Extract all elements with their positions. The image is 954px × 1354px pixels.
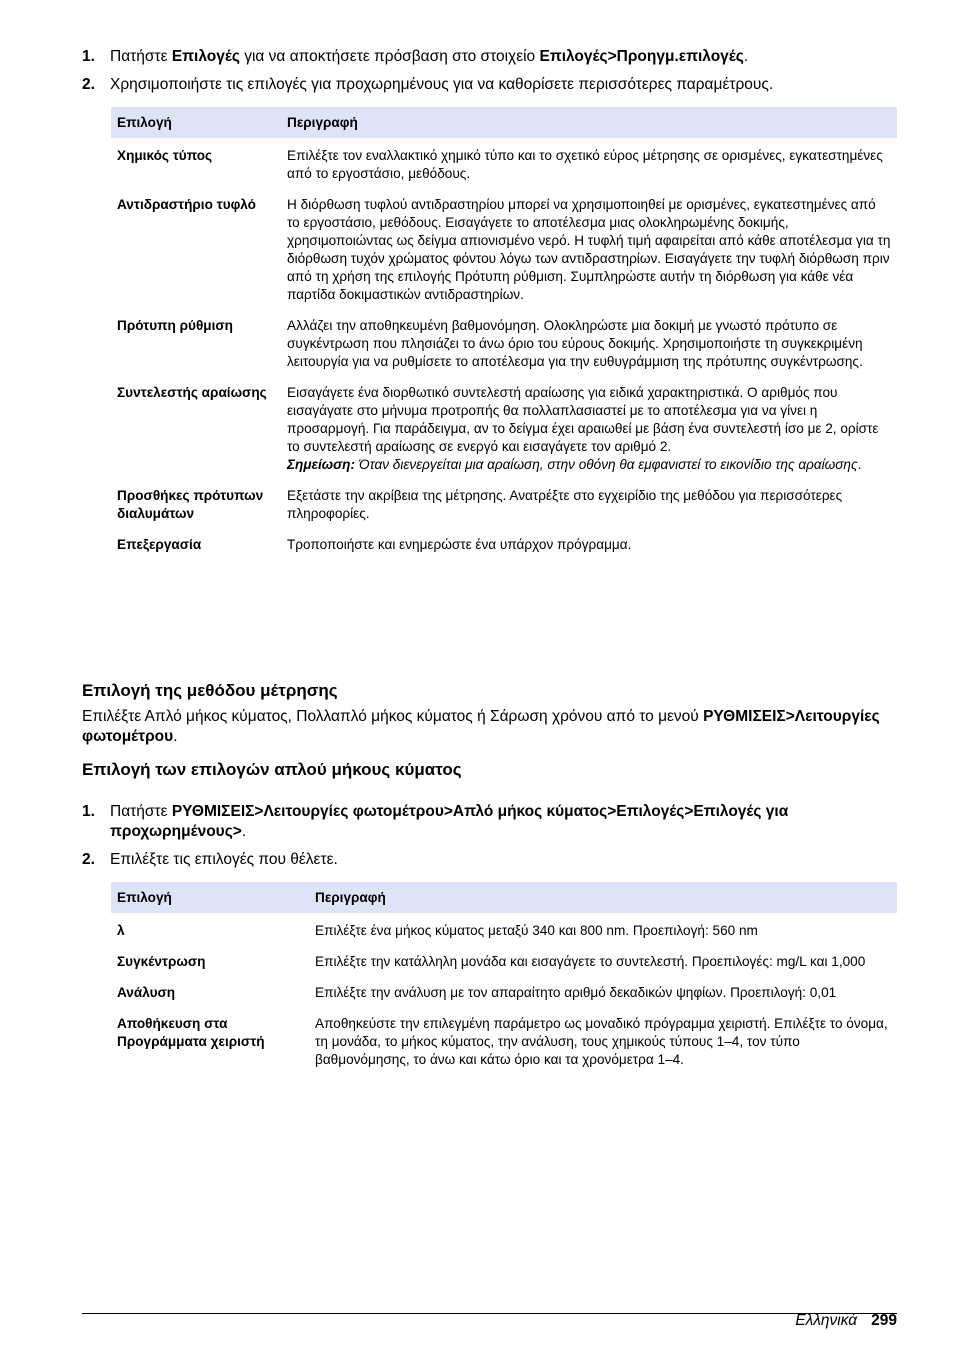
table-row <box>111 527 897 558</box>
single-wavelength-options-table <box>111 882 897 1073</box>
footer-divider <box>82 1313 897 1314</box>
table-row <box>111 478 897 527</box>
table-row <box>111 375 897 478</box>
table-row <box>111 187 897 308</box>
column-header-option: Επιλογή <box>111 107 281 138</box>
footer-language: Ελληνικά <box>795 1312 858 1329</box>
option-name: Συντελεστής αραίωσης <box>117 385 267 400</box>
menu-path: Επιλογές>Προηγμ.επιλογές <box>539 48 744 65</box>
menu-path: ΡΥΘΜΙΣΕΙΣ>Λειτουργίες φωτομέτρου>Απλό μήκος κύματος>Επιλογές>Επιλογές για προχωρημένους> <box>110 803 789 840</box>
table-header-row <box>111 107 897 138</box>
option-description: Η διόρθωση τυφλού αντιδραστηρίου μπορεί να χρησιμοποιηθεί με ορισμένες, εγκατεστημένες από το εργοστάσιο, μεθόδους. Εισαγάγετε το αποτέλεσμα μιας ολοκληρωμένης δοκιμής, χρησιμοποιώντας ως δείγμα απιονισμένο νερό. Η τυφλή τιμή αφαιρείται από κάθε αποτέλεσμα για τη διόρθωση τυχόν χρώματος φόντου λόγω των αντιδραστηρίων. Εισαγάγετε την τυφλή διόρθωση πριν από τη χρήση της επιλογής Πρότυπη ρύθμιση. Συμπληρώστε αυτήν τη διόρθωση για κάθε νέα παρτίδα δοκιμαστικών αντιδραστηρίων. <box>287 197 891 302</box>
option-name: Επεξεργασία <box>117 537 202 552</box>
table-row <box>111 1006 897 1073</box>
column-header-option: Επιλογή <box>111 882 309 913</box>
table-row <box>111 308 897 375</box>
advanced-options-table <box>111 107 897 558</box>
option-name: λ <box>117 923 125 938</box>
section-heading: Επιλογή της μεθόδου μέτρησης <box>82 681 338 700</box>
step-text: Επιλέξτε τις επιλογές που θέλετε. <box>110 851 338 868</box>
note-label: Σημείωση: <box>287 457 356 472</box>
step-number: 1. <box>82 803 95 820</box>
step-number: 2. <box>82 851 95 868</box>
steps-list-single-wavelength <box>82 802 897 870</box>
step-number: 2. <box>82 76 95 93</box>
option-description: Επιλέξτε τον εναλλακτικό χημικό τύπο και το σχετικό εύρος μέτρησης σε ορισμένες, εγκατεστημένες από το εργοστάσιο, μεθόδους. <box>287 148 883 181</box>
option-description: Εισαγάγετε ένα διορθωτικό συντελεστή αραίωσης για ειδικά χαρακτηριστικά. Ο αριθμός που εισαγάγατε στο μήνυμα προτροπής θα πολλαπλασιαστεί με το αποτέλεσμα για να γίνει η προσαρμογή. Για παράδειγμα, αν το δείγμα έχει αραιωθεί με βάση ένα συντελεστή ίσο με 2, ορίστε το συντελεστή αραίωσης σε ενεργό και εισαγάγετε τον αριθμό 2. Σημείωση: Όταν διενεργείται μια αραίωση, στην οθόνη θα εμφανιστεί το εικονίδιο της αραίωσης. <box>287 385 879 472</box>
table-header-row <box>111 882 897 913</box>
table-row <box>111 138 897 187</box>
option-description: Επιλέξτε την ανάλυση με τον απαραίτητο αριθμό δεκαδικών ψηφίων. Προεπιλογή: 0,01 <box>315 985 837 1000</box>
section-paragraph: Επιλέξτε Απλό μήκος κύματος, Πολλαπλό μήκος κύματος ή Σάρωση χρόνου από το μενού ΡΥΘΜΙΣΕΙΣ>Λειτουργίες φωτομέτρου. <box>82 708 880 745</box>
column-header-description: Περιγραφή <box>281 107 897 138</box>
page-footer <box>795 1311 897 1331</box>
option-description: Εξετάστε την ακρίβεια της μέτρησης. Ανατρέξτε στο εγχειρίδιο της μεθόδου για περισσότερες πληροφορίες. <box>287 488 843 521</box>
table-row <box>111 913 897 944</box>
steps-list-advanced <box>82 47 897 95</box>
option-description: Επιλέξτε ένα μήκος κύματος μεταξύ 340 και 800 nm. Προεπιλογή: 560 nm <box>315 923 758 938</box>
option-name: Αντιδραστήριο τυφλό <box>117 197 256 212</box>
table-row <box>111 975 897 1006</box>
menu-path: Επιλογές <box>171 48 240 65</box>
page-number: 299 <box>871 1312 897 1329</box>
option-name: Συγκέντρωση <box>117 954 206 969</box>
step-number: 1. <box>82 48 95 65</box>
step-item <box>82 75 897 95</box>
option-name: Ανάλυση <box>117 985 176 1000</box>
section-heading: Επιλογή των επιλογών απλού μήκους κύματος <box>82 760 462 779</box>
option-name: Πρότυπη ρύθμιση <box>117 318 233 333</box>
menu-path: ΡΥΘΜΙΣΕΙΣ>Λειτουργίες φωτομέτρου <box>82 708 880 745</box>
option-description: Αλλάζει την αποθηκευμένη βαθμονόμηση. Ολοκληρώστε μια δοκιμή με γνωστό πρότυπο σε συγκέντρωση που πλησιάζει το άνω όριο του εύρους δοκιμής. Χρησιμοποιήστε τη συγκεκριμένη λειτουργία για να ρυθμίσετε το αποτέλεσμα για την ευθυγράμμιση της πρότυπης συγκέντρωσης. <box>287 318 863 369</box>
table-row <box>111 944 897 975</box>
option-name: Αποθήκευση στα Προγράμματα χειριστή <box>117 1016 265 1049</box>
note-text: Όταν διενεργείται μια αραίωση, στην οθόνη θα εμφανιστεί το εικονίδιο της αραίωσης <box>355 457 858 472</box>
option-description: Επιλέξτε την κατάλληλη μονάδα και εισαγάγετε το συντελεστή. Προεπιλογές: mg/L και 1,000 <box>315 954 866 969</box>
step-item <box>82 850 897 870</box>
column-header-description: Περιγραφή <box>309 882 897 913</box>
step-item: 1. Πατήστε Επιλογές για να αποκτήσετε πρόσβαση στο στοιχείο Επιλογές>Προηγμ.επιλογές. <box>82 48 749 65</box>
option-name: Χημικός τύπος <box>117 148 213 163</box>
option-description: Τροποποιήστε και ενημερώστε ένα υπάρχον πρόγραμμα. <box>287 537 632 552</box>
option-description: Αποθηκεύστε την επιλεγμένη παράμετρο ως μοναδικό πρόγραμμα χειριστή. Επιλέξτε το όνομα, τη μονάδα, το μήκος κύματος, την ανάλυση, τους χημικούς τύπους 1–4, τον τύπο βαθμονόμησης, το άνω και κάτω όριο και τα χρονόμετρα 1–4. <box>315 1016 888 1067</box>
step-text: Χρησιμοποιήστε τις επιλογές για προχωρημένους για να καθορίσετε περισσότερες παραμέτρους. <box>110 76 774 93</box>
option-name: Προσθήκες πρότυπων διαλυμάτων <box>117 488 264 521</box>
step-item: 1. Πατήστε ΡΥΘΜΙΣΕΙΣ>Λειτουργίες φωτομέτρου>Απλό μήκος κύματος>Επιλογές>Επιλογές για προχωρημένους>. <box>82 803 789 840</box>
